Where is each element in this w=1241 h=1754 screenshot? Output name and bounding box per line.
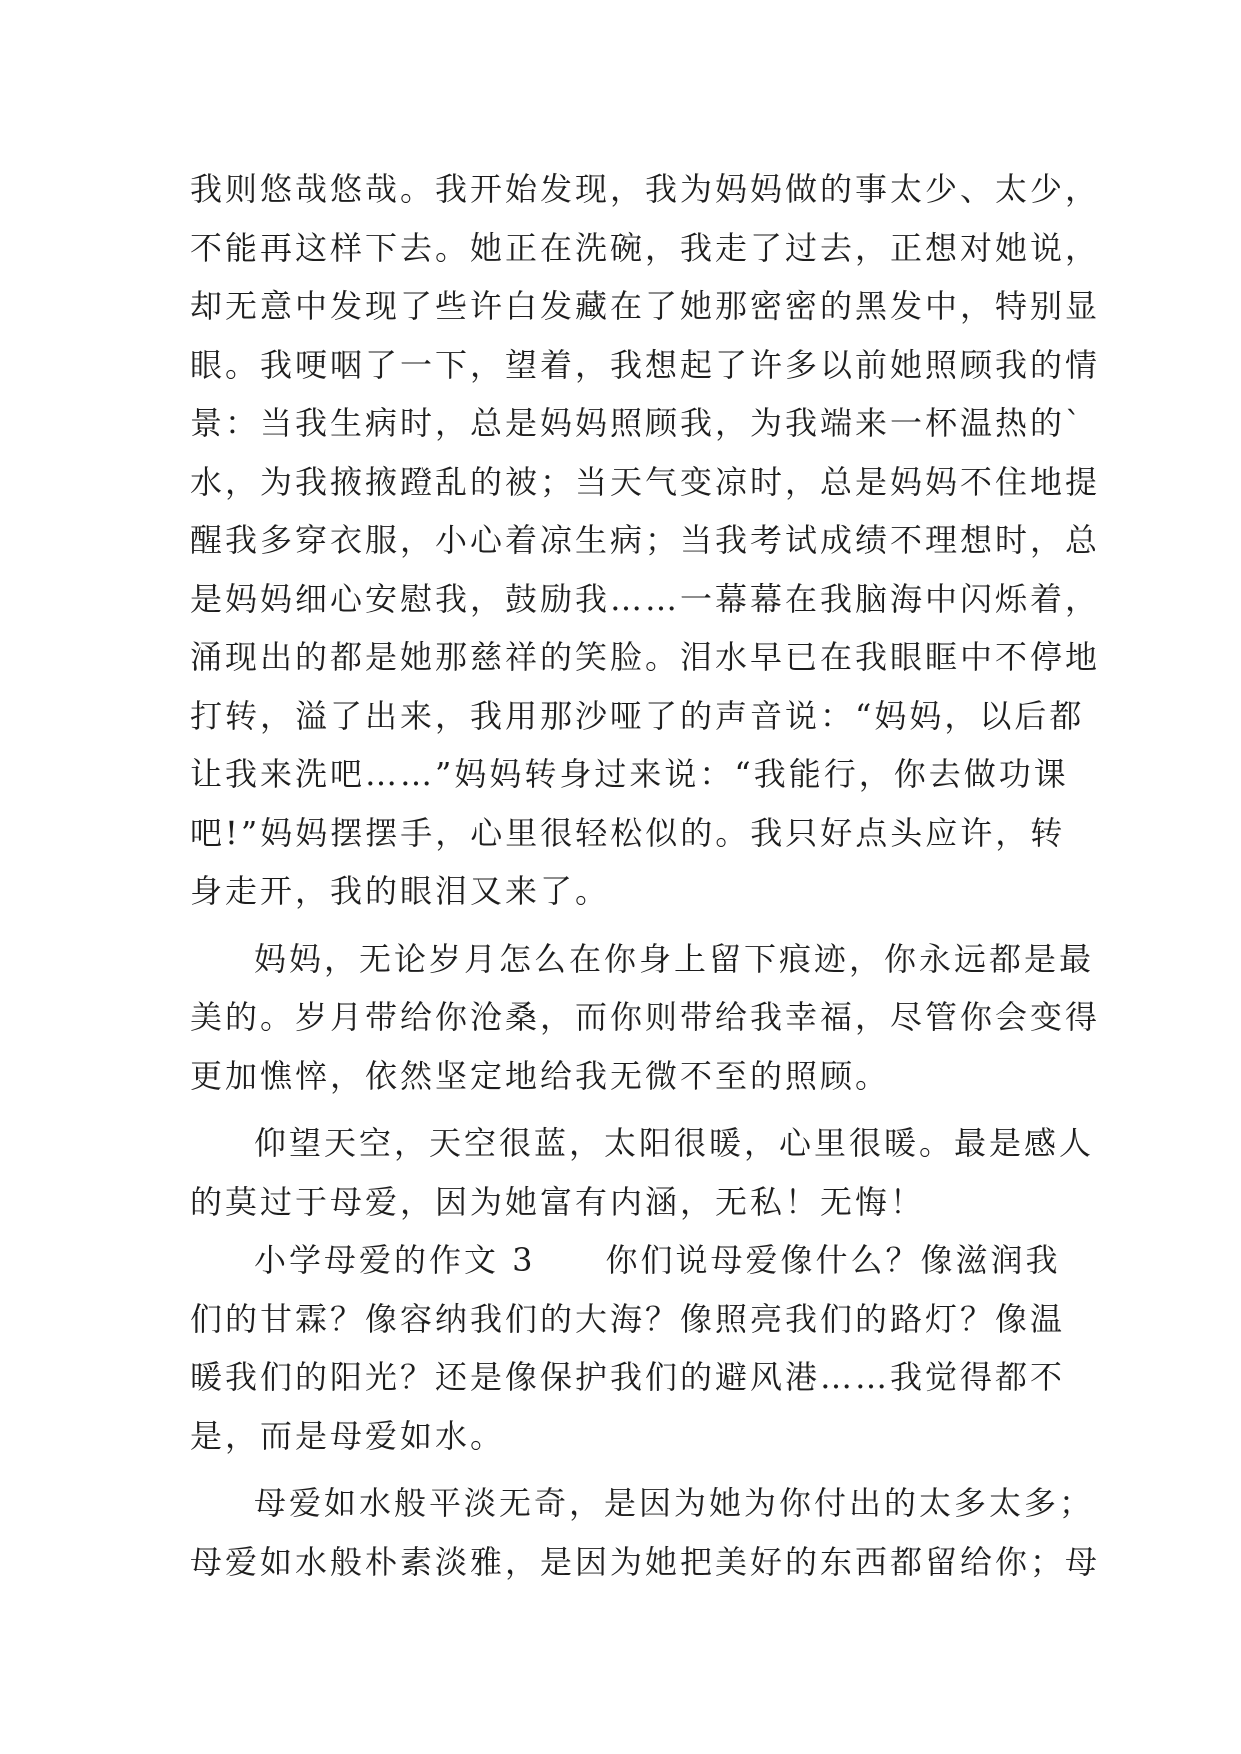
text-line: 让我来洗吧……”妈妈转身过来说：“我能行，你去做功课 [190,755,1069,793]
text-line: 暖我们的阳光？还是像保护我们的避风港……我觉得都不 [190,1358,1066,1396]
paragraph-3 [190,1114,1095,1231]
text-line: 身走开，我的眼泪又来了。 [190,872,611,910]
text-line: 小学母爱的作文 3 你们说母爱像什么？像滋润我 [254,1241,1061,1279]
text-line: 的莫过于母爱，因为她富有内涵，无私！无悔！ [190,1182,926,1221]
text-line: 吧!”妈妈摆摆手，心里很轻松似的。我只好点头应许，转 [190,813,1066,852]
text-line: 我则悠哉悠哉。我开始发现，我为妈妈做的事太少、太少， [190,170,1101,208]
text-line: 景：当我生病时，总是妈妈照顾我，为我端来一杯温热的` [190,404,1085,442]
text-line: 醒我多穿衣服，小心着凉生病；当我考试成绩不理想时，总 [190,521,1101,559]
text-line: 眼。我哽咽了一下，望着，我想起了许多以前她照顾我的情 [190,345,1101,384]
text-line: 打转，溢了出来，我用那沙哑了的声音说：“妈妈，以后都 [190,696,1085,735]
essay-body [190,160,1101,1591]
text-line: 水，为我掖掖蹬乱的被；当天气变凉时，总是妈妈不住地提 [190,462,1101,501]
text-line: 母爱如水般平淡无奇，是因为她为你付出的太多太多； [254,1484,1095,1522]
text-line: 是妈妈细心安慰我，鼓励我……一幕幕在我脑海中闪烁着， [190,579,1101,618]
text-line: 妈妈，无论岁月怎么在你身上留下痕迹，你永远都是最 [254,939,1095,978]
text-line: 母爱如水般朴素淡雅，是因为她把美好的东西都留给你；母 [190,1542,1101,1581]
paragraph-1 [190,160,1101,921]
paragraph-4 [190,1231,1066,1465]
text-line: 美的。岁月带给你沧桑，而你则带给我幸福，尽管你会变得 [190,998,1101,1036]
text-line: 更加憔悴，依然坚定地给我无微不至的照顾。 [190,1056,891,1095]
text-line: 是，而是母爱如水。 [190,1416,506,1455]
paragraph-5 [190,1474,1101,1591]
text-line: 们的甘霖？像容纳我们的大海？像照亮我们的路灯？像温 [190,1299,1066,1338]
text-line: 却无意中发现了些许白发藏在了她那密密的黑发中，特别显 [190,287,1101,325]
paragraph-2 [190,930,1101,1106]
text-line: 不能再这样下去。她正在洗碗，我走了过去，正想对她说， [190,228,1101,267]
text-line: 仰望天空，天空很蓝，太阳很暖，心里很暖。最是感人 [254,1124,1095,1162]
text-line: 涌现出的都是她那慈祥的笑脸。泪水早已在我眼眶中不停地 [190,638,1101,676]
